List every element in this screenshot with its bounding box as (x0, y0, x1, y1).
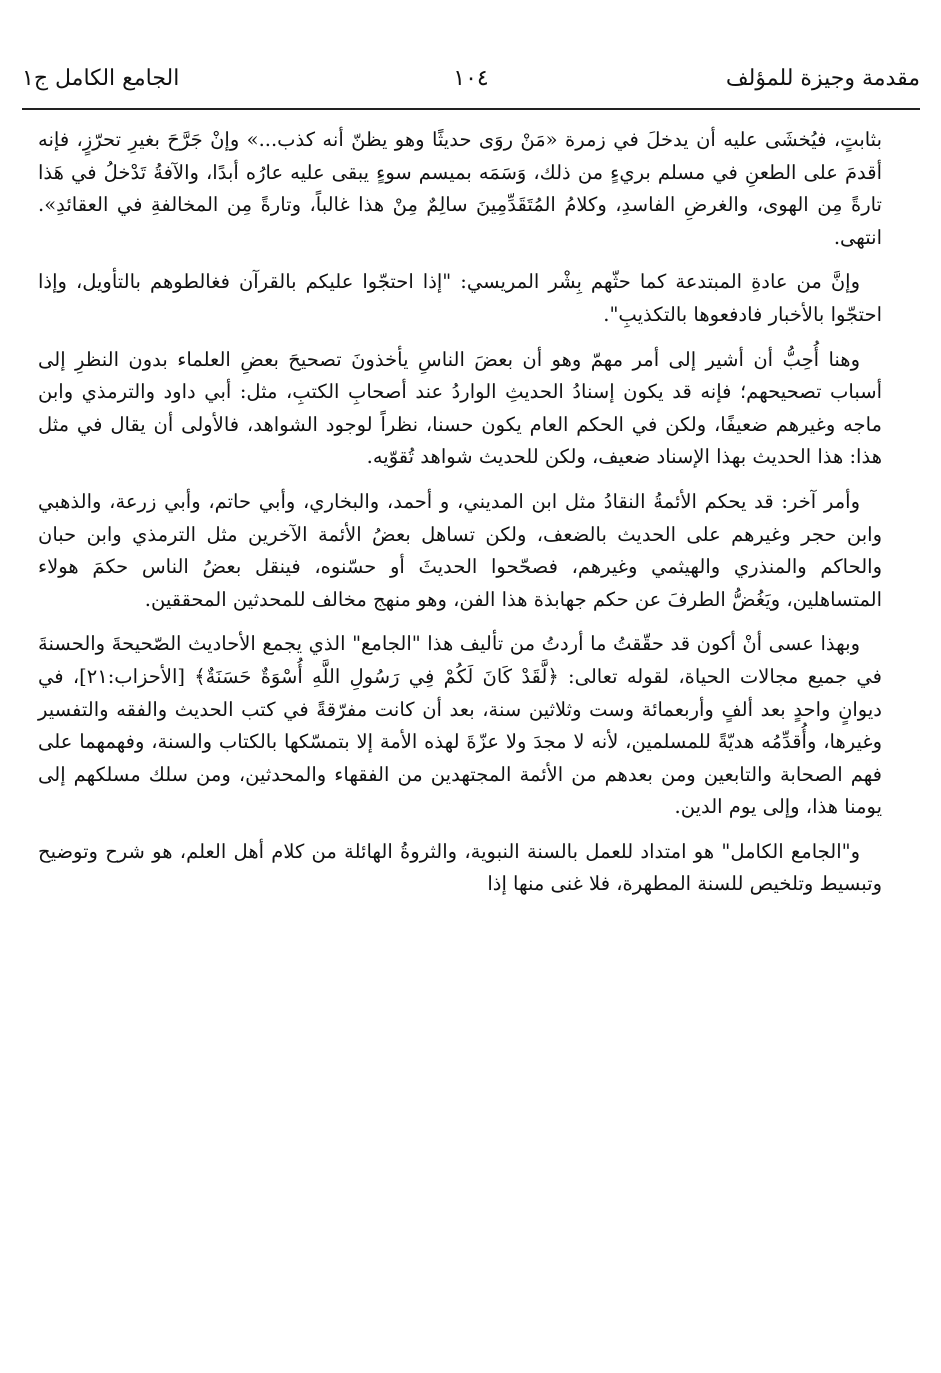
paragraph-1: بثابتٍ، فيُخشَى عليه أن يدخلَ في زمرة «مَنْ روَى حديثًا وهو يظنّ أنه كذب...» وإنْ جَرَّحَ بغيرِ تحرّزٍ، فإنه أقدمَ على الطعنِ في مسلم بريءٍ من ذلك، وَسَمَه بميسم سوءٍ يبقى عليه عارُه أبدًا، والآفةُ تَدْخلُ في هَذا تارةً مِن الهوى، والغرضِ الفاسدِ، وكلامُ المُتَقَدِّمِينَ سالِمٌ مِنْ هذا غالباً، وتارةً مِن المخالفةِ في العقائدِ». انتهى. (38, 128, 882, 249)
paragraph-5: وبهذا عسى أنْ أكون قد حقّقتُ ما أردتُ من تأليف هذا "الجامع" الذي يجمع الأحاديث الصّحيحةَ والحسنةَ في جميع مجالات الحياة، لقوله تعالى: ﴿لَّقَدْ كَانَ لَكُمْ فِي رَسُولِ اللَّهِ أُسْوَةٌ حَسَنَةٌ﴾ [الأحزاب:٢١]، في ديوانٍ واحدٍ بعد ألفٍ وأربعمائة وست وثلاثين سنة، بعد أن كانت مفرّقةً في كتب الحديث والفقه والتفسير وغيرها، وأُقدِّمُه هديّةً للمسلمين، لأنه لا مجدَ ولا عزّةَ لهذه الأمة إلا بتمسّكها بالكتاب والسنة، وفهمهما على فهم الصحابة والتابعين ومن بعدهم من الأئمة المجتهدين من الفقهاء والمحدثين، ومن سلك مسلكهم إلى يومنا هذا، وإلى يوم الدين. (38, 632, 882, 819)
page-number: ١٠٤ (453, 66, 489, 91)
paragraph-2: وإنَّ من عادةِ المبتدعة كما حثّهم بِشْر المريسي: "إذا احتجّوا عليكم بالقرآن فغالطوهم بالتأويل، وإذا احتجّوا بالأخبار فادفعوها بالتكذيبِ". (38, 270, 882, 326)
book-title: الجامع الكامل ج١ (22, 66, 180, 91)
page-header (22, 64, 920, 100)
page-body (38, 124, 882, 913)
paragraph-3: وهنا أُحِبُّ أن أشير إلى أمر مهمّ وهو أن بعضَ الناسِ يأخذونَ تصحيحَ بعضِ العلماء بدون النظرِ إلى أسباب تصحيحهم؛ فإنه قد يكون إسنادُ الحديثِ الواردُ عند أصحابِ الكتبِ، مثل: أبي داود والترمذي وابن ماجه وغيرهم ضعيفًا، ولكن في الحكم العام يكون حسنا، نظراً لوجود الشواهد، فالأولى أن يقال في مثل هذا: هذا الحديث بهذا الإسناد ضعيف، ولكن للحديث شواهد تُقوّيه. (38, 347, 882, 469)
section-title: مقدمة وجيزة للمؤلف (725, 66, 920, 91)
paragraph-4: وأمر آخر: قد يحكم الأئمةُ النقادُ مثل ابن المديني، و أحمد، والبخاري، وأبي حاتم، وأبي زرعة، والذهبي وابن حجر وغيرهم على الحديث بالضعف، ولكن تساهل بعضُ الأئمة الآخرين مثل الترمذي وابن حبان والحاكم والمنذري والهيثمي وغيرهم، فصحّحوا الحديثَ أو حسّنوه، فينقل بعضُ الناس حكمَ هولاء المتساهلين، ويَغُضُّ الطرفَ عن حكم جهابذة هذا الفن، وهو منهج مخالف للمحدثين المحققين. (38, 489, 882, 611)
header-divider (22, 108, 920, 110)
paragraph-6: و"الجامع الكامل" هو امتداد للعمل بالسنة النبوية، والثروةُ الهائلة من كلام أهل العلم، هو شرح وتوضيح وتبسيط وتلخيص للسنة المطهرة، فلا غنى منها إذا (38, 839, 882, 896)
